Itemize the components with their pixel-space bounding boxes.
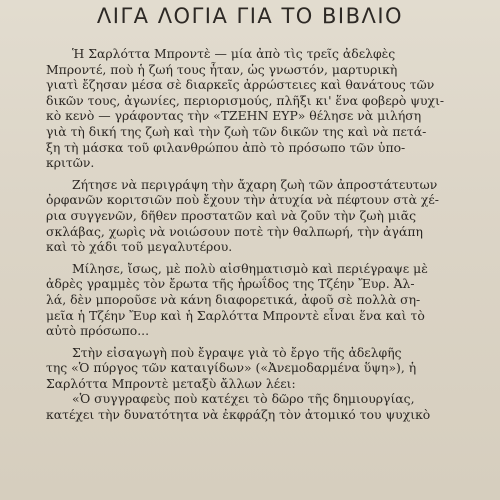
text-line: αὐτὸ πρόσωπο... xyxy=(46,323,150,339)
paragraph-1 xyxy=(46,46,476,171)
body-text xyxy=(46,46,476,429)
paragraph-4 xyxy=(46,345,476,423)
text-line: ρια συγγενῶν, δῆθεν προστατῶν καὶ νὰ ζοῦν τὴν ζωὴ μιᾶς xyxy=(46,207,417,223)
paragraph-2 xyxy=(46,177,476,255)
text-line: κατέχει τὴν δυνατότητα νὰ ἐκφράζη τὸν ἀτομικό του ψυχικὸ xyxy=(46,407,431,423)
text-line: γιατὶ ἔζησαν μέσα σὲ διαρκεῖς ἀρρώστειες καὶ θανάτους τῶν xyxy=(46,77,435,93)
text-line: «Ὁ συγγραφεὺς ποὺ κατέχει τὸ δῶρο τῆς δημιουργίας, xyxy=(72,391,415,407)
text-line: ἀδρὲς γραμμὲς τὸν ἔρωτα τῆς ἡρωΐδος της Τζέην Ἔυρ. Ἀλ- xyxy=(46,276,415,292)
text-line: της «Ὁ πύργος τῶν καταιγίδων» («Ἀνεμοδαρμένα ὕψη»), ἡ xyxy=(46,360,417,376)
text-line: Στὴν εἰσαγωγὴ ποὺ ἔγραψε γιὰ τὸ ἔργο τῆς ἀδελφῆς xyxy=(72,344,402,360)
text-line: δικῶν τους, ἀγωνίες, περιορισμούς, πλῆξι κι' ἕνα φοβερὸ ψυχι- xyxy=(46,92,445,108)
text-line: Ζήτησε νὰ περιγράψη τὴν ἄχαρη ζωὴ τῶν ἀπροστάτευτων xyxy=(72,176,438,192)
text-line: ξη τὴ μάσκα τοῦ φιλανθρώπου ἀπὸ τὸ πρόσωπο τῶν ὑπο- xyxy=(46,139,406,155)
text-line: μεῖα ἡ Τζέην Ἔυρ καὶ ἡ Σαρλόττα Μπροντὲ εἶναι ἕνα καὶ τὸ xyxy=(46,307,425,323)
text-line: Μίλησε, ἴσως, μὲ πολὺ αἰσθηματισμὸ καὶ περιέγραψε μὲ xyxy=(72,260,428,276)
text-line: Ἡ Σαρλόττα Μπροντὲ — μία ἀπὸ τὶς τρεῖς ἀδελφὲς xyxy=(72,46,396,61)
text-line: Μπροντέ, ποὺ ἡ ζωή τους ἦταν, ὡς γνωστόν, μαρτυρικὴ xyxy=(46,61,398,77)
text-line: Σαρλόττα Μπροντὲ μεταξὺ ἄλλων λέει: xyxy=(46,375,296,391)
text-line: λά, δὲν μποροῦσε νὰ κάνη διαφορετικά, ἀφοῦ σὲ πολλὰ ση- xyxy=(46,291,421,307)
paragraph-3 xyxy=(46,261,476,339)
text-line: σκλάβας, χωρὶς νὰ νοιώσουν ποτὲ τὴν θαλπωρή, τὴν ἀγάπη xyxy=(46,223,423,239)
text-line: καὶ τὸ χάδι τοῦ μεγαλυτέρου. xyxy=(46,239,233,255)
text-line: κὸ κενὸ — γράφοντας τὴν «ΤΖΕΗΝ ΕΥΡ» θέλησε νὰ μιλήση xyxy=(46,108,422,124)
text-line: γιὰ τὴ δική της ζωὴ καὶ τὴν ζωὴ τῶν δικῶν της καὶ νὰ πετά- xyxy=(46,123,427,139)
text-line: ὀρφανῶν κοριτσιῶν ποὺ ἔχουν τὴν ἀτυχία νὰ πέφτουν στὰ χέ- xyxy=(46,192,439,208)
page-title: ΛΙΓΑ ΛΟΓΙΑ ΓΙΑ ΤΟ ΒΙΒΛΙΟ xyxy=(96,4,404,28)
text-line: κριτῶν. xyxy=(46,155,95,171)
